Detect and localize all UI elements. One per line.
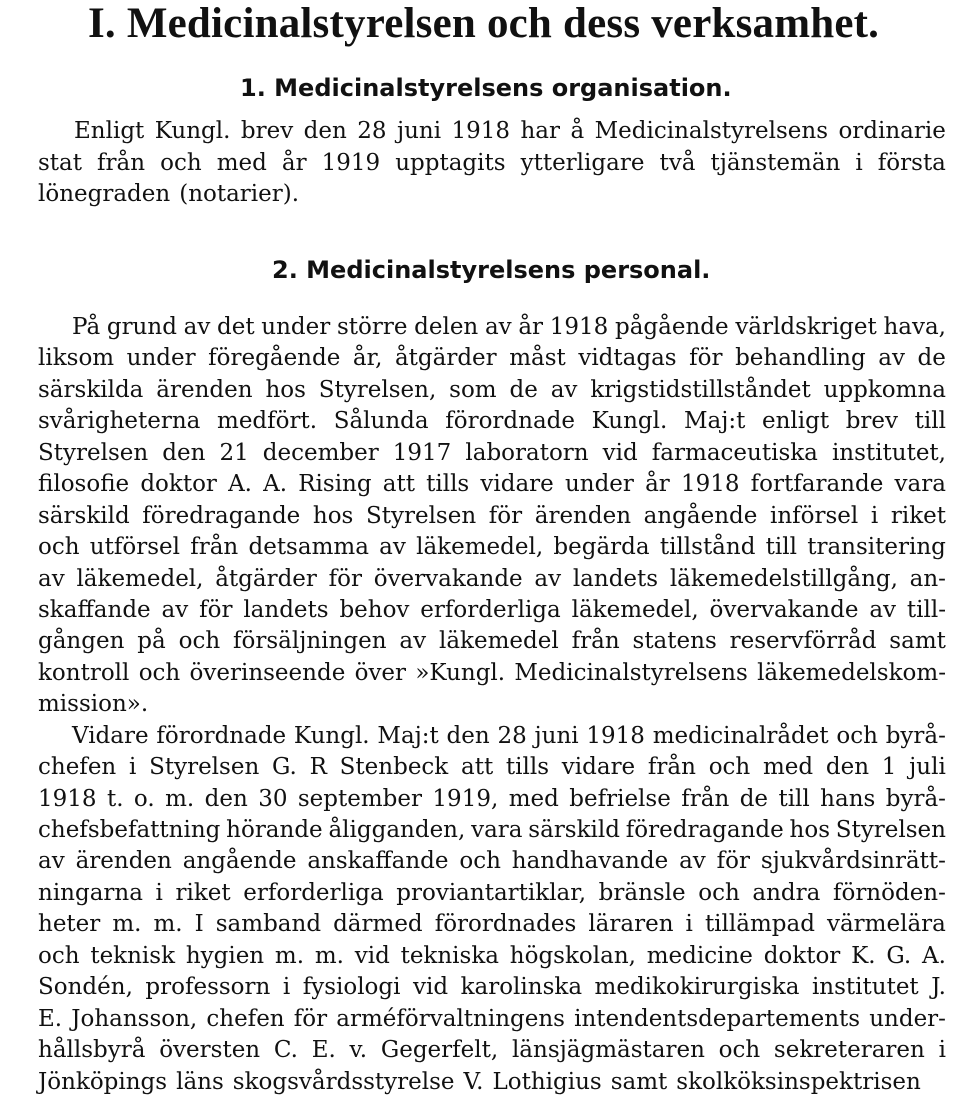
text-line: och teknisk hygien m. m. vid tekniska högskolan, medicine doktor K. G. A. — [38, 942, 946, 969]
text-line: E. Johansson, chefen för arméförvaltningens intendentsdepartements under- — [38, 1005, 946, 1032]
text-line: filosofie doktor A. A. Rising att tills vidare under år 1918 fortfarande vara — [38, 471, 946, 498]
text-line: Sondén, professorn i fysiologi vid karolinska medikokirurgiska institutet J. — [38, 974, 946, 1001]
text-line: chefsbefattning hörande åligganden, vara särskild föredragande hos Styrelsen — [38, 817, 946, 843]
text-line: 1918 t. o. m. den 30 september 1919, med befrielse från de till hans byrå- — [38, 785, 946, 812]
text-line: chefen i Styrelsen G. R Stenbeck att tills vidare från och med den 1 juli — [38, 754, 946, 781]
section-body-organisation — [0, 116, 960, 211]
text-line: av ärenden angående anskaffande och handhavande av för sjukvårdsinrätt- — [38, 848, 946, 875]
chapter-title: I. Medicinalstyrelsen och dess verksamhet. — [88, 0, 880, 47]
text-line: Styrelsen den 21 december 1917 laboratorn vid farmaceutiska institutet, — [38, 439, 946, 466]
section-heading-personal: 2. Medicinalstyrelsens personal. — [272, 256, 711, 284]
text-line: svårigheterna medfört. Sålunda förordnade Kungl. Maj:t enligt brev till — [38, 408, 946, 435]
text-line: särskilda ärenden hos Styrelsen, som de av krigstidstillståndet uppkomna — [38, 376, 946, 403]
text-line: och utförsel från detsamma av läkemedel, begärda tillstånd till transitering — [38, 534, 946, 561]
section-heading-organisation: 1. Medicinalstyrelsens organisation. — [240, 74, 732, 102]
text-line: mission». — [38, 691, 149, 718]
text-line: heter m. m. I samband därmed förordnades läraren i tillämpad värmelära — [38, 911, 946, 938]
text-line: ningarna i riket erforderliga proviantartiklar, bränsle och andra förnöden- — [38, 879, 946, 906]
text-line: kontroll och överinseende över »Kungl. Medicinalstyrelsens läkemedelskom- — [38, 659, 946, 686]
text-line: stat från och med år 1919 upptagits ytterligare två tjänstemän i första — [38, 149, 946, 176]
text-line: lönegraden (notarier). — [38, 181, 300, 208]
text-line: hållsbyrå översten C. E. v. Gegerfelt, länsjägmästaren och sekreteraren i — [38, 1037, 946, 1064]
text-line: skaffande av för landets behov erforderliga läkemedel, övervakande av till- — [38, 596, 946, 623]
text-line: Jönköpings läns skogsvårdsstyrelse V. Lothigius samt skolköksinspektrisen — [38, 1068, 921, 1095]
text-line: gången på och försäljningen av läkemedel från statens reservförråd samt — [38, 628, 946, 655]
section-body-personal — [0, 312, 960, 1098]
text-line: Vidare förordnade Kungl. Maj:t den 28 juni 1918 medicinalrådet och byrå- — [72, 722, 946, 749]
text-line: liksom under föregående år, åtgärder måst vidtagas för behandling av de — [38, 345, 946, 372]
text-line: särskild föredragande hos Styrelsen för ärenden angående införsel i riket — [38, 502, 946, 529]
text-line: På grund av det under större delen av år 1918 pågående världskriget hava, — [72, 314, 946, 340]
text-line: Enligt Kungl. brev den 28 juni 1918 har å Medicinalstyrelsens ordinarie — [74, 118, 946, 144]
text-line: av läkemedel, åtgärder för övervakande av landets läkemedelstillgång, an- — [38, 565, 946, 592]
